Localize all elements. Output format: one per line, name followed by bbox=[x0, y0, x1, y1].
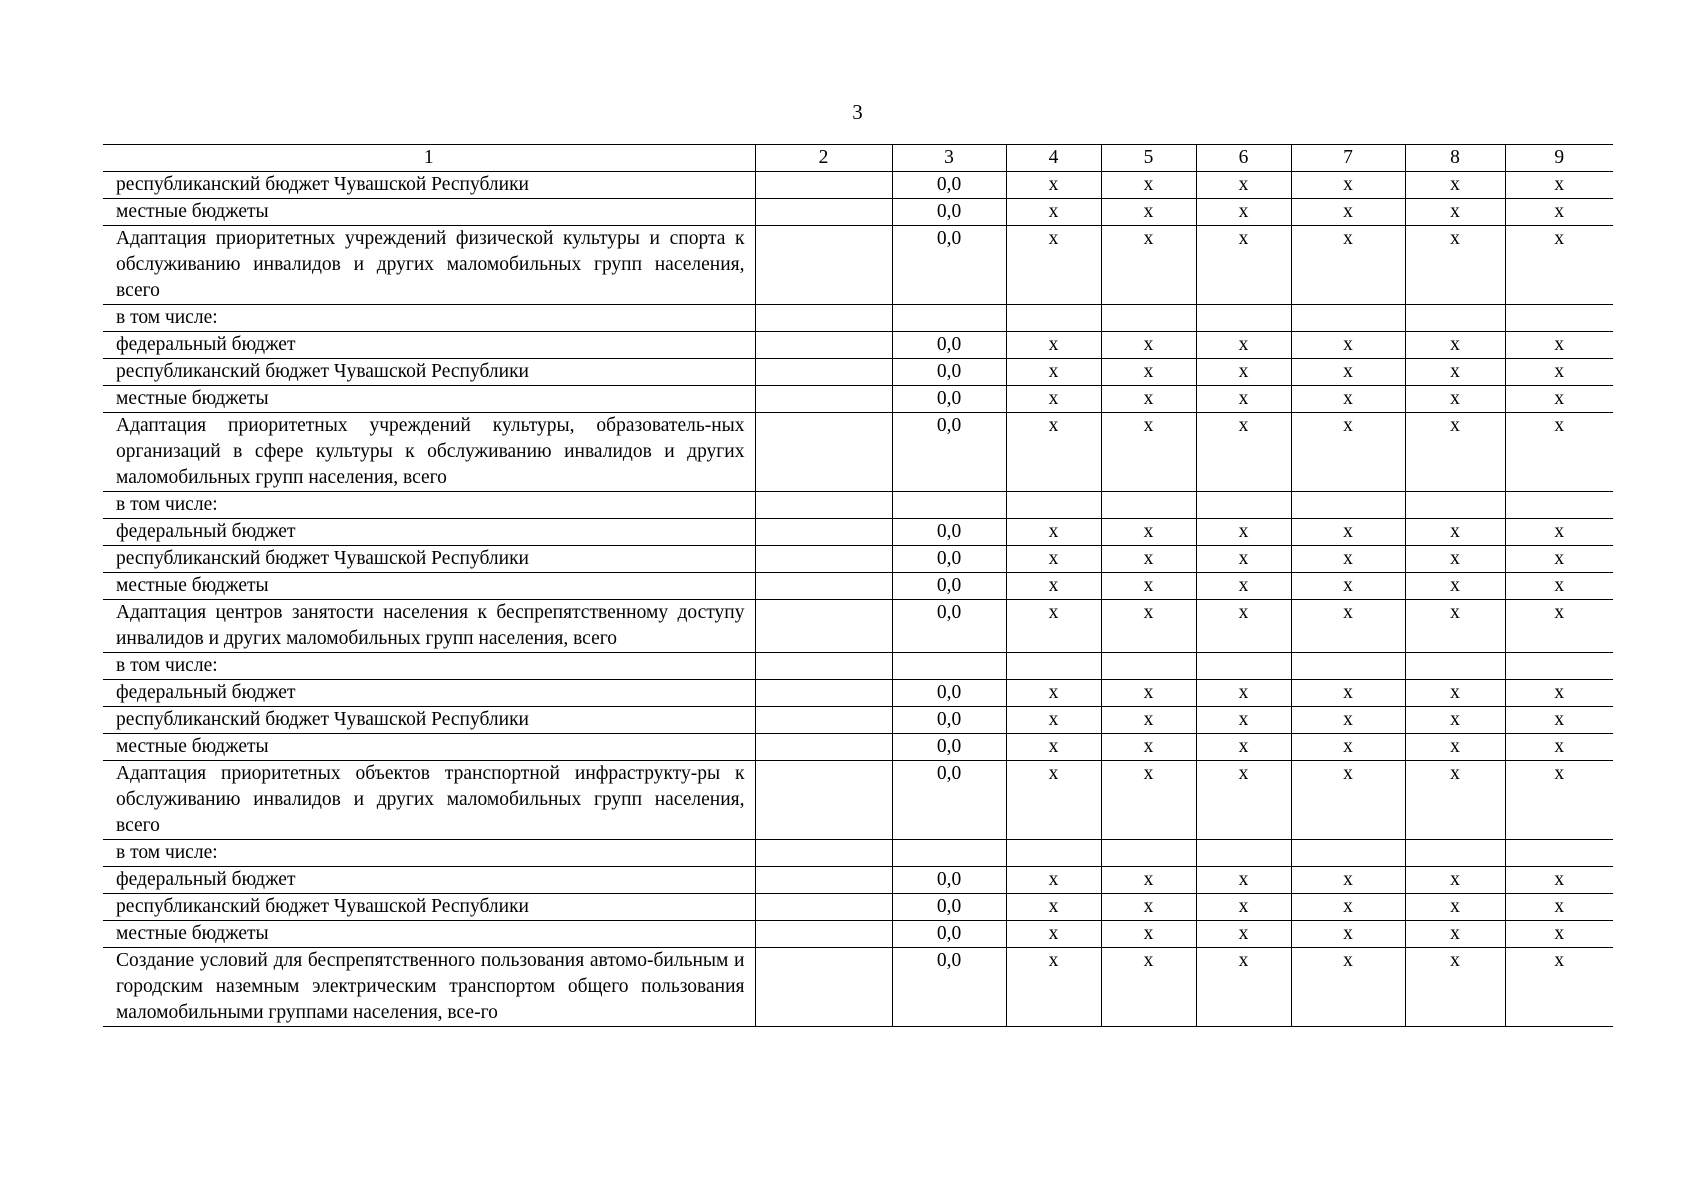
mark-cell: x bbox=[1505, 386, 1613, 413]
mark-cell: x bbox=[1405, 386, 1505, 413]
mark-cell bbox=[1101, 653, 1196, 680]
row-label: Создание условий для беспрепятственного пользования автомо-бильным и городским наземным электрическим транспортом общего пользования маломобильными группами населения, все-го bbox=[103, 948, 755, 1027]
mark-cell: x bbox=[1006, 546, 1101, 573]
mark-cell: x bbox=[1101, 573, 1196, 600]
row-label: местные бюджеты bbox=[103, 734, 755, 761]
amount-cell: 0,0 bbox=[892, 734, 1006, 761]
column-2-cell bbox=[755, 519, 892, 546]
mark-cell: x bbox=[1101, 332, 1196, 359]
column-2-cell bbox=[755, 573, 892, 600]
column-number: 4 bbox=[1006, 145, 1101, 172]
column-number: 2 bbox=[755, 145, 892, 172]
mark-cell: x bbox=[1405, 894, 1505, 921]
column-2-cell bbox=[755, 546, 892, 573]
mark-cell: x bbox=[1291, 172, 1405, 199]
table-row bbox=[103, 921, 1613, 948]
mark-cell: x bbox=[1006, 172, 1101, 199]
column-2-cell bbox=[755, 921, 892, 948]
mark-cell bbox=[1196, 653, 1291, 680]
amount-cell: 0,0 bbox=[892, 573, 1006, 600]
column-2-cell bbox=[755, 761, 892, 840]
row-label: местные бюджеты bbox=[103, 921, 755, 948]
mark-cell: x bbox=[1505, 519, 1613, 546]
row-label: в том числе: bbox=[103, 305, 755, 332]
mark-cell: x bbox=[1101, 894, 1196, 921]
mark-cell: x bbox=[1101, 546, 1196, 573]
column-2-cell bbox=[755, 492, 892, 519]
mark-cell: x bbox=[1006, 573, 1101, 600]
row-label: в том числе: bbox=[103, 492, 755, 519]
mark-cell: x bbox=[1291, 680, 1405, 707]
mark-cell: x bbox=[1006, 413, 1101, 492]
column-number: 7 bbox=[1291, 145, 1405, 172]
mark-cell bbox=[1196, 305, 1291, 332]
mark-cell: x bbox=[1291, 894, 1405, 921]
mark-cell: x bbox=[1006, 359, 1101, 386]
column-2-cell bbox=[755, 199, 892, 226]
amount-cell: 0,0 bbox=[892, 413, 1006, 492]
mark-cell: x bbox=[1405, 172, 1505, 199]
table-row bbox=[103, 734, 1613, 761]
mark-cell: x bbox=[1196, 199, 1291, 226]
table-row bbox=[103, 305, 1613, 332]
amount-cell: 0,0 bbox=[892, 867, 1006, 894]
row-label: Адаптация центров занятости населения к беспрепятственному доступу инвалидов и других маломобильных групп населения, всего bbox=[103, 600, 755, 653]
table-row bbox=[103, 226, 1613, 305]
mark-cell: x bbox=[1101, 359, 1196, 386]
mark-cell: x bbox=[1291, 199, 1405, 226]
mark-cell bbox=[1291, 305, 1405, 332]
table-row bbox=[103, 707, 1613, 734]
mark-cell: x bbox=[1196, 386, 1291, 413]
mark-cell: x bbox=[1405, 867, 1505, 894]
mark-cell: x bbox=[1405, 921, 1505, 948]
mark-cell: x bbox=[1196, 600, 1291, 653]
column-2-cell bbox=[755, 894, 892, 921]
column-2-cell bbox=[755, 734, 892, 761]
mark-cell: x bbox=[1196, 761, 1291, 840]
mark-cell: x bbox=[1505, 332, 1613, 359]
mark-cell: x bbox=[1196, 546, 1291, 573]
row-label: Адаптация приоритетных учреждений физической культуры и спорта к обслуживанию инвалидов и других маломобильных групп населения, всего bbox=[103, 226, 755, 305]
amount-cell: 0,0 bbox=[892, 948, 1006, 1027]
mark-cell: x bbox=[1101, 867, 1196, 894]
mark-cell: x bbox=[1006, 948, 1101, 1027]
row-label: республиканский бюджет Чувашской Республики bbox=[103, 894, 755, 921]
mark-cell: x bbox=[1196, 680, 1291, 707]
mark-cell: x bbox=[1505, 600, 1613, 653]
amount-cell: 0,0 bbox=[892, 707, 1006, 734]
row-label: местные бюджеты bbox=[103, 386, 755, 413]
column-2-cell bbox=[755, 840, 892, 867]
table-body bbox=[103, 145, 1613, 1027]
mark-cell: x bbox=[1505, 707, 1613, 734]
page-number: 3 bbox=[852, 100, 863, 124]
mark-cell bbox=[1405, 305, 1505, 332]
amount-cell: 0,0 bbox=[892, 519, 1006, 546]
mark-cell: x bbox=[1291, 921, 1405, 948]
mark-cell: x bbox=[1505, 894, 1613, 921]
budget-table bbox=[103, 144, 1613, 1027]
mark-cell: x bbox=[1405, 761, 1505, 840]
amount-cell: 0,0 bbox=[892, 359, 1006, 386]
mark-cell: x bbox=[1505, 867, 1613, 894]
mark-cell: x bbox=[1505, 680, 1613, 707]
column-2-cell bbox=[755, 600, 892, 653]
table-row bbox=[103, 600, 1613, 653]
table-row bbox=[103, 413, 1613, 492]
mark-cell: x bbox=[1101, 519, 1196, 546]
mark-cell bbox=[1006, 305, 1101, 332]
row-label: республиканский бюджет Чувашской Республики bbox=[103, 546, 755, 573]
mark-cell: x bbox=[1101, 680, 1196, 707]
column-number: 9 bbox=[1505, 145, 1613, 172]
mark-cell: x bbox=[1291, 948, 1405, 1027]
column-number: 8 bbox=[1405, 145, 1505, 172]
mark-cell: x bbox=[1291, 413, 1405, 492]
amount-cell bbox=[892, 653, 1006, 680]
table-row bbox=[103, 359, 1613, 386]
mark-cell: x bbox=[1291, 386, 1405, 413]
mark-cell: x bbox=[1006, 680, 1101, 707]
mark-cell: x bbox=[1101, 226, 1196, 305]
mark-cell: x bbox=[1291, 734, 1405, 761]
mark-cell: x bbox=[1405, 734, 1505, 761]
mark-cell bbox=[1196, 492, 1291, 519]
mark-cell: x bbox=[1405, 332, 1505, 359]
row-label: в том числе: bbox=[103, 840, 755, 867]
mark-cell: x bbox=[1006, 226, 1101, 305]
column-number: 6 bbox=[1196, 145, 1291, 172]
amount-cell: 0,0 bbox=[892, 761, 1006, 840]
mark-cell: x bbox=[1101, 921, 1196, 948]
mark-cell: x bbox=[1101, 948, 1196, 1027]
mark-cell: x bbox=[1196, 332, 1291, 359]
amount-cell: 0,0 bbox=[892, 199, 1006, 226]
column-2-cell bbox=[755, 226, 892, 305]
mark-cell: x bbox=[1505, 948, 1613, 1027]
mark-cell bbox=[1505, 305, 1613, 332]
table-row bbox=[103, 680, 1613, 707]
table-row bbox=[103, 761, 1613, 840]
mark-cell: x bbox=[1196, 172, 1291, 199]
column-2-cell bbox=[755, 305, 892, 332]
amount-cell: 0,0 bbox=[892, 680, 1006, 707]
amount-cell bbox=[892, 840, 1006, 867]
column-2-cell bbox=[755, 680, 892, 707]
mark-cell bbox=[1006, 492, 1101, 519]
column-number: 1 bbox=[103, 145, 755, 172]
table-row bbox=[103, 199, 1613, 226]
column-2-cell bbox=[755, 386, 892, 413]
column-number-row bbox=[103, 145, 1613, 172]
column-2-cell bbox=[755, 172, 892, 199]
mark-cell bbox=[1405, 840, 1505, 867]
table-row bbox=[103, 573, 1613, 600]
mark-cell: x bbox=[1505, 546, 1613, 573]
mark-cell: x bbox=[1101, 199, 1196, 226]
mark-cell: x bbox=[1291, 519, 1405, 546]
mark-cell: x bbox=[1405, 600, 1505, 653]
table-row bbox=[103, 492, 1613, 519]
column-2-cell bbox=[755, 359, 892, 386]
mark-cell: x bbox=[1101, 734, 1196, 761]
mark-cell: x bbox=[1405, 519, 1505, 546]
mark-cell: x bbox=[1006, 734, 1101, 761]
column-2-cell bbox=[755, 948, 892, 1027]
mark-cell bbox=[1505, 653, 1613, 680]
mark-cell: x bbox=[1006, 386, 1101, 413]
mark-cell: x bbox=[1006, 867, 1101, 894]
amount-cell: 0,0 bbox=[892, 332, 1006, 359]
mark-cell: x bbox=[1505, 226, 1613, 305]
row-label: Адаптация приоритетных учреждений культуры, образователь-ных организаций в сфере культуры к обслуживанию инвалидов и других маломобильных групп населения, всего bbox=[103, 413, 755, 492]
column-2-cell bbox=[755, 653, 892, 680]
row-label: федеральный бюджет bbox=[103, 867, 755, 894]
table-row bbox=[103, 332, 1613, 359]
amount-cell: 0,0 bbox=[892, 600, 1006, 653]
amount-cell: 0,0 bbox=[892, 172, 1006, 199]
mark-cell: x bbox=[1006, 199, 1101, 226]
mark-cell: x bbox=[1006, 707, 1101, 734]
table-row bbox=[103, 386, 1613, 413]
mark-cell: x bbox=[1405, 413, 1505, 492]
row-label: федеральный бюджет bbox=[103, 519, 755, 546]
mark-cell: x bbox=[1405, 546, 1505, 573]
mark-cell: x bbox=[1006, 761, 1101, 840]
table-row bbox=[103, 867, 1613, 894]
mark-cell: x bbox=[1505, 199, 1613, 226]
mark-cell bbox=[1101, 492, 1196, 519]
mark-cell: x bbox=[1505, 573, 1613, 600]
mark-cell: x bbox=[1291, 546, 1405, 573]
mark-cell: x bbox=[1505, 921, 1613, 948]
mark-cell bbox=[1505, 840, 1613, 867]
column-2-cell bbox=[755, 707, 892, 734]
mark-cell: x bbox=[1101, 600, 1196, 653]
table-row bbox=[103, 546, 1613, 573]
mark-cell bbox=[1196, 840, 1291, 867]
mark-cell: x bbox=[1291, 332, 1405, 359]
table-row bbox=[103, 653, 1613, 680]
mark-cell: x bbox=[1291, 867, 1405, 894]
column-number: 5 bbox=[1101, 145, 1196, 172]
table-row bbox=[103, 840, 1613, 867]
row-label: федеральный бюджет bbox=[103, 332, 755, 359]
row-label: Адаптация приоритетных объектов транспортной инфраструкту-ры к обслуживанию инвалидов и других маломобильных групп населения, всего bbox=[103, 761, 755, 840]
amount-cell bbox=[892, 305, 1006, 332]
mark-cell: x bbox=[1505, 172, 1613, 199]
mark-cell bbox=[1101, 305, 1196, 332]
table-row bbox=[103, 172, 1613, 199]
mark-cell: x bbox=[1291, 761, 1405, 840]
amount-cell bbox=[892, 492, 1006, 519]
mark-cell: x bbox=[1196, 948, 1291, 1027]
mark-cell: x bbox=[1196, 573, 1291, 600]
row-label: местные бюджеты bbox=[103, 199, 755, 226]
row-label: местные бюджеты bbox=[103, 573, 755, 600]
table-row bbox=[103, 894, 1613, 921]
mark-cell bbox=[1291, 653, 1405, 680]
mark-cell: x bbox=[1101, 386, 1196, 413]
column-2-cell bbox=[755, 867, 892, 894]
mark-cell bbox=[1101, 840, 1196, 867]
amount-cell: 0,0 bbox=[892, 894, 1006, 921]
row-label: республиканский бюджет Чувашской Республики bbox=[103, 172, 755, 199]
mark-cell: x bbox=[1006, 921, 1101, 948]
table-row bbox=[103, 519, 1613, 546]
mark-cell: x bbox=[1006, 600, 1101, 653]
mark-cell: x bbox=[1006, 332, 1101, 359]
mark-cell: x bbox=[1505, 761, 1613, 840]
amount-cell: 0,0 bbox=[892, 226, 1006, 305]
row-label: республиканский бюджет Чувашской Республики bbox=[103, 359, 755, 386]
amount-cell: 0,0 bbox=[892, 546, 1006, 573]
mark-cell bbox=[1405, 492, 1505, 519]
column-number: 3 bbox=[892, 145, 1006, 172]
mark-cell: x bbox=[1505, 413, 1613, 492]
mark-cell: x bbox=[1291, 707, 1405, 734]
mark-cell: x bbox=[1196, 226, 1291, 305]
mark-cell: x bbox=[1006, 519, 1101, 546]
mark-cell: x bbox=[1196, 413, 1291, 492]
mark-cell: x bbox=[1196, 734, 1291, 761]
mark-cell: x bbox=[1196, 921, 1291, 948]
row-label: федеральный бюджет bbox=[103, 680, 755, 707]
amount-cell: 0,0 bbox=[892, 921, 1006, 948]
mark-cell: x bbox=[1101, 761, 1196, 840]
mark-cell: x bbox=[1196, 867, 1291, 894]
mark-cell: x bbox=[1405, 199, 1505, 226]
mark-cell bbox=[1505, 492, 1613, 519]
mark-cell: x bbox=[1291, 226, 1405, 305]
mark-cell: x bbox=[1405, 707, 1505, 734]
mark-cell: x bbox=[1505, 734, 1613, 761]
mark-cell: x bbox=[1405, 573, 1505, 600]
table-row bbox=[103, 948, 1613, 1027]
row-label: в том числе: bbox=[103, 653, 755, 680]
mark-cell: x bbox=[1196, 519, 1291, 546]
mark-cell bbox=[1291, 840, 1405, 867]
mark-cell: x bbox=[1196, 359, 1291, 386]
mark-cell: x bbox=[1006, 894, 1101, 921]
mark-cell: x bbox=[1505, 359, 1613, 386]
mark-cell: x bbox=[1405, 359, 1505, 386]
mark-cell: x bbox=[1405, 226, 1505, 305]
mark-cell bbox=[1006, 840, 1101, 867]
mark-cell bbox=[1405, 653, 1505, 680]
amount-cell: 0,0 bbox=[892, 386, 1006, 413]
mark-cell: x bbox=[1196, 707, 1291, 734]
column-2-cell bbox=[755, 413, 892, 492]
mark-cell: x bbox=[1196, 894, 1291, 921]
mark-cell: x bbox=[1101, 413, 1196, 492]
mark-cell: x bbox=[1101, 172, 1196, 199]
mark-cell: x bbox=[1101, 707, 1196, 734]
mark-cell: x bbox=[1291, 359, 1405, 386]
row-label: республиканский бюджет Чувашской Республики bbox=[103, 707, 755, 734]
mark-cell: x bbox=[1405, 680, 1505, 707]
column-2-cell bbox=[755, 332, 892, 359]
mark-cell: x bbox=[1405, 948, 1505, 1027]
mark-cell: x bbox=[1291, 600, 1405, 653]
mark-cell: x bbox=[1291, 573, 1405, 600]
mark-cell bbox=[1291, 492, 1405, 519]
mark-cell bbox=[1006, 653, 1101, 680]
